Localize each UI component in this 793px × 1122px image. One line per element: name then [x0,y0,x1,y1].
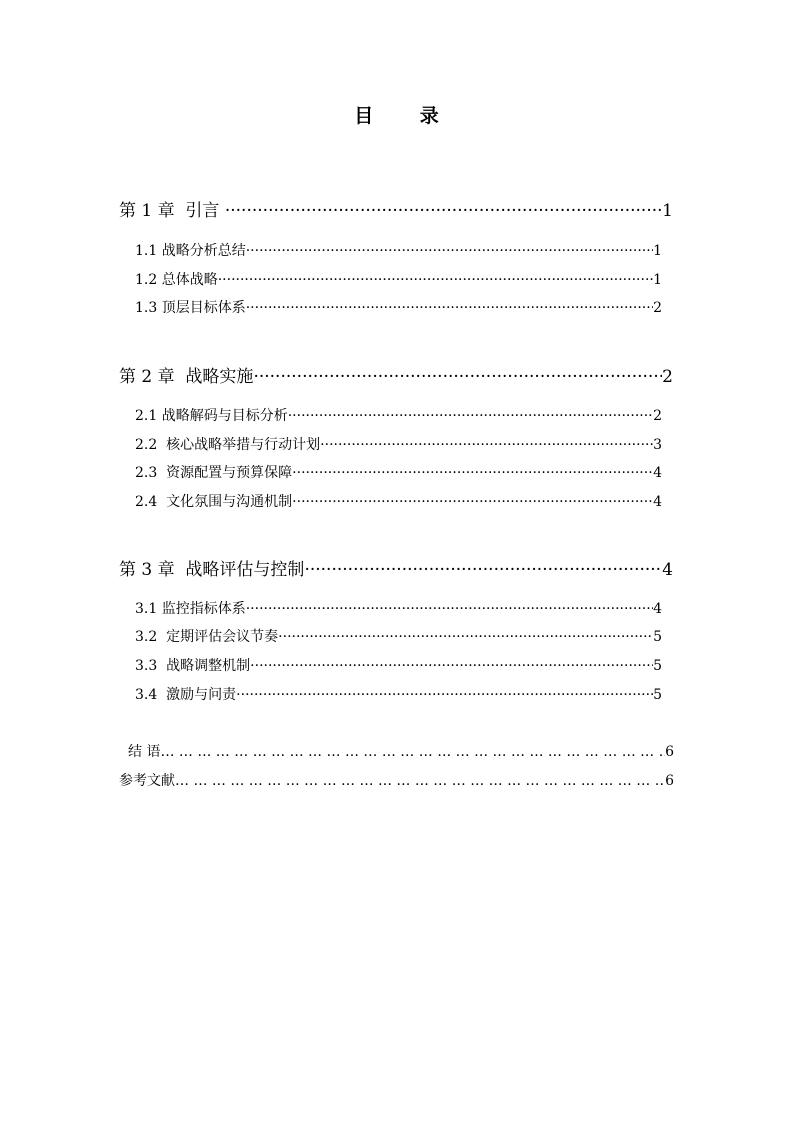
dot-leader [253,366,662,388]
toc-entry-chapter-3[interactable] [119,559,673,581]
toc-entry-page-number: 2 [653,408,662,424]
dot-leader [288,407,653,425]
toc-entry-page-number: 5 [653,687,662,703]
dot-leader [292,493,653,511]
toc-entry-label: 1.3 顶层目标体系 [135,300,246,316]
toc-entry-page-number: 1 [653,272,662,288]
toc-entry-label: 结 语 [128,744,161,760]
toc-entry-page-number: 1 [653,243,662,259]
toc-entry-page-number: 2 [653,300,662,316]
dot-leader [246,242,653,260]
dot-leader [292,464,653,482]
toc-entry-section-3-3[interactable] [135,657,662,675]
toc-entry-label: 3.2 定期评估会议节奏 [135,629,279,645]
toc-entry-page-number: 5 [653,658,662,674]
toc-entry-conclusion[interactable] [128,743,674,761]
dot-leader [218,271,653,289]
toc-entry-label: 第 1 章 引言 [119,201,225,221]
toc-entry-page-number: 4 [653,465,662,481]
toc-entry-label: 2.1 战略解码与目标分析 [135,408,288,424]
toc-entry-section-3-2[interactable] [135,628,662,646]
toc-entry-page-number: 1 [662,201,673,221]
toc-entry-label: 第 3 章 战略评估与控制 [119,560,305,580]
toc-entry-section-3-4[interactable] [135,686,662,704]
toc-entry-section-2-3[interactable] [135,464,662,482]
dot-leader [160,743,665,761]
toc-entry-label: 1.2 总体战略 [135,272,218,288]
toc-entry-section-3-1[interactable] [135,600,662,618]
toc-entry-label: 3.3 战略调整机制 [135,658,251,674]
dot-leader [304,559,662,581]
toc-entry-label: 2.3 资源配置与预算保障 [135,465,293,481]
toc-entry-section-1-1[interactable] [135,242,662,260]
toc-entry-page-number: 3 [653,437,662,453]
dot-leader [278,628,653,646]
dot-leader [175,772,665,790]
toc-entry-section-2-4[interactable] [135,493,662,511]
toc-entry-page-number: 5 [653,629,662,645]
toc-entry-page-number: 4 [653,601,662,617]
toc-entry-page-number: 6 [665,773,674,789]
toc-entry-page-number: 2 [662,367,673,387]
toc-entry-label: 3.4 激励与问责 [135,687,237,703]
toc-entry-label: 参考文献 [119,773,175,789]
toc-entry-page-number: 6 [665,744,674,760]
toc-entry-section-1-2[interactable] [135,271,662,289]
toc-entry-section-2-1[interactable] [135,407,662,425]
toc-entry-page-number: 4 [662,560,673,580]
dot-leader [250,657,653,675]
dot-leader [246,600,653,618]
dot-leader [236,686,653,704]
toc-entry-label: 2.4 文化氛围与沟通机制 [135,494,293,510]
toc-entry-page-number: 4 [653,494,662,510]
page-title: 目 录 [354,105,459,127]
toc-entry-chapter-2[interactable] [119,366,673,388]
dot-leader [246,299,653,317]
toc-entry-section-1-3[interactable] [135,299,662,317]
toc-entry-label: 3.1 监控指标体系 [135,601,246,617]
toc-entry-chapter-1[interactable] [119,200,673,222]
dot-leader [225,200,662,222]
dot-leader [320,436,653,454]
toc-entry-references[interactable] [119,772,674,790]
toc-entry-section-2-2[interactable] [135,436,662,454]
toc-entry-label: 2.2 核心战略举措与行动计划 [135,437,321,453]
toc-entry-label: 1.1 战略分析总结 [135,243,246,259]
toc-entry-label: 第 2 章 战略实施 [119,367,254,387]
